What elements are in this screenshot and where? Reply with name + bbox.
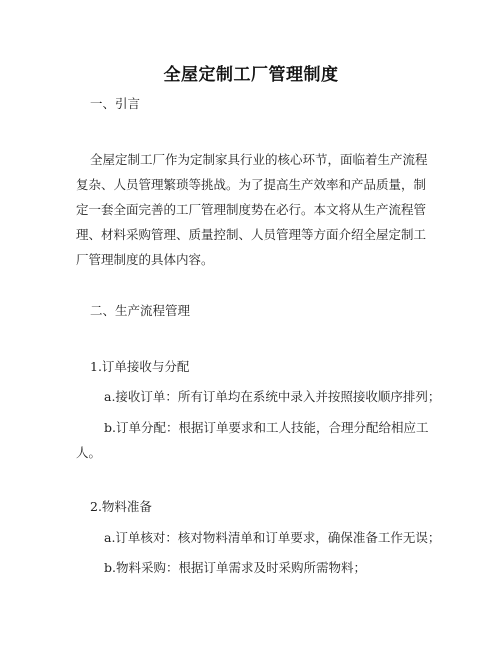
list-item-continuation: 人。	[76, 445, 102, 460]
paragraph-line: 定一套全面完善的工厂管理制度势在必行。本文将从生产流程管	[76, 202, 427, 217]
paragraph-line: 复杂、人员管理繁琐等挑战。为了提高生产效率和产品质量，制	[76, 177, 427, 192]
section-heading-introduction: 一、引言	[90, 96, 141, 111]
paragraph-line: 全屋定制工厂作为定制家具行业的核心环节，面临着生产流程	[90, 152, 428, 167]
paragraph-line: 理、材料采购管理、质量控制、人员管理等方面介绍全屋定制工	[76, 227, 427, 242]
list-item: a.接收订单：所有订单均在系统中录入并按照接收顺序排列；	[104, 389, 441, 404]
list-item: a.订单核对：核对物料清单和订单要求，确保准备工作无误；	[104, 530, 441, 545]
document-title: 全屋定制工厂管理制度	[163, 65, 339, 85]
list-item: b.物料采购：根据订单需求及时采购所需物料；	[104, 560, 366, 575]
subsection-heading-order: 1.订单接收与分配	[90, 359, 190, 374]
subsection-heading-materials: 2.物料准备	[90, 499, 152, 514]
list-item: b.订单分配：根据订单要求和工人技能，合理分配给相应工	[104, 420, 429, 435]
section-heading-production: 二、生产流程管理	[90, 303, 191, 318]
paragraph-line: 厂管理制度的具体内容。	[76, 252, 214, 267]
